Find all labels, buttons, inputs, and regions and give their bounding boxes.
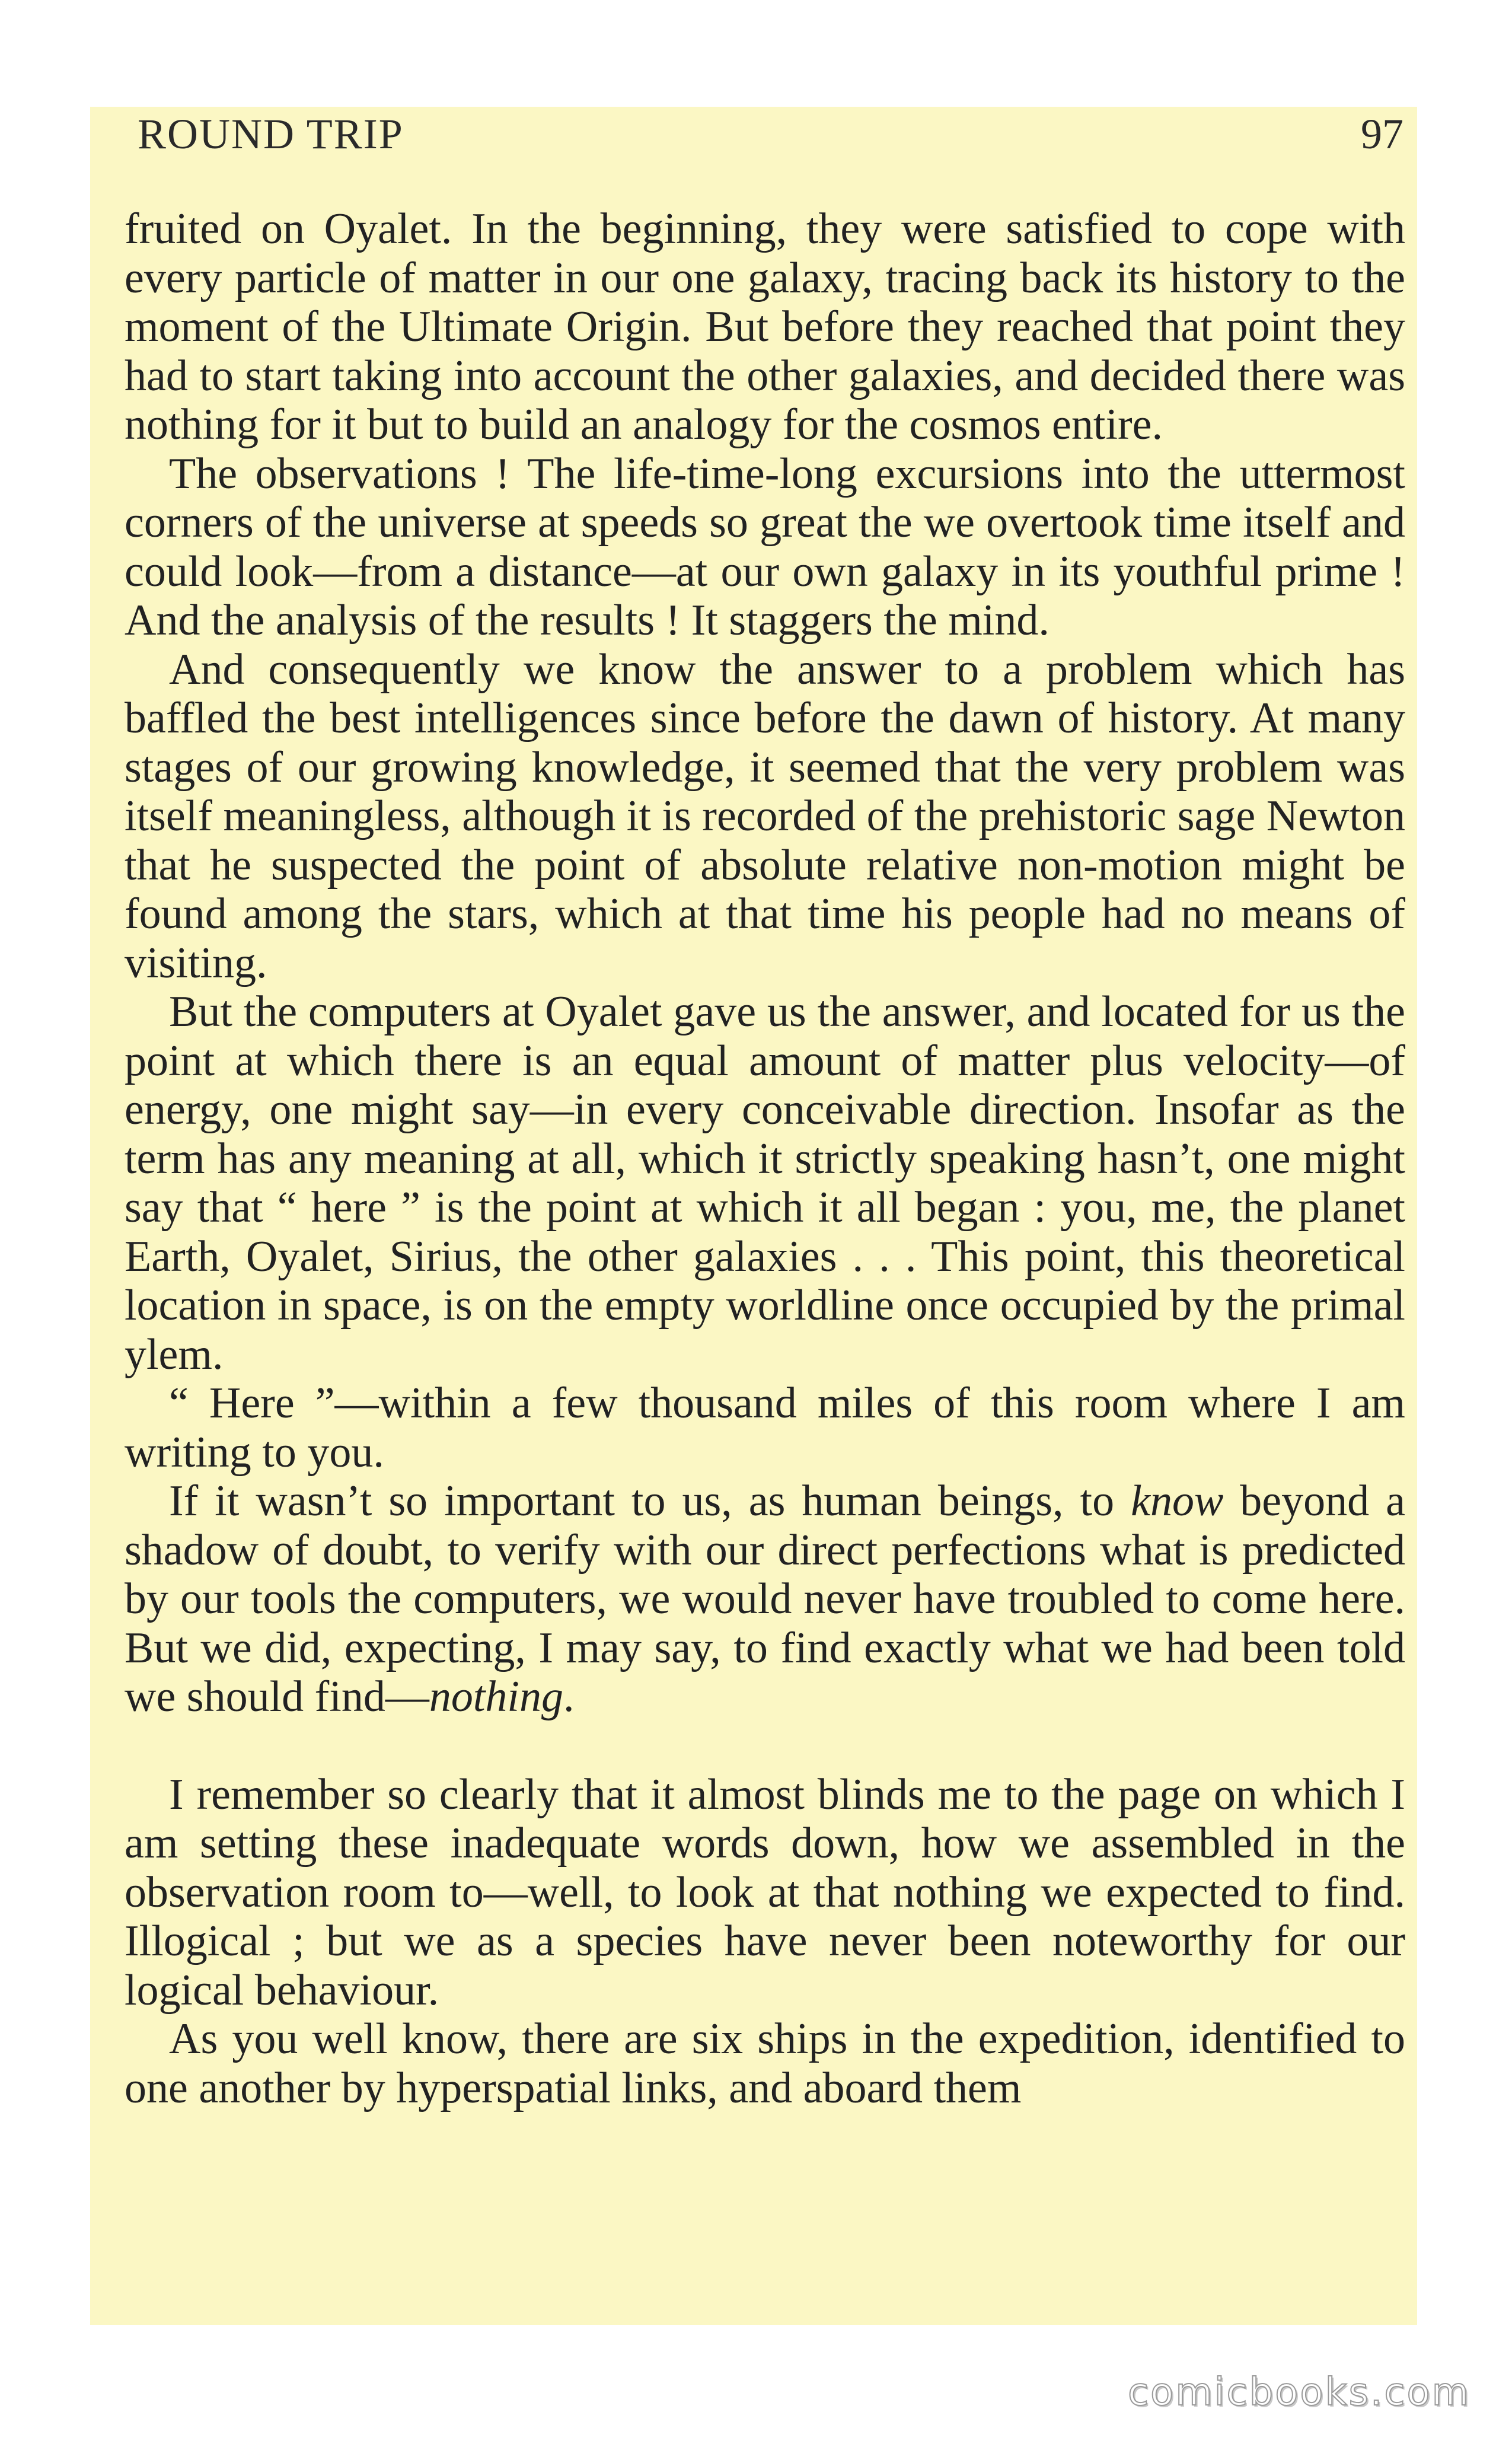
body-text (125, 205, 1405, 2113)
page-number: 97 (1361, 110, 1403, 158)
paragraph-3: And consequently we know the answer to a problem which has baffled the best intelligences since before the dawn of history. At many stages of our growing knowledge, it seemed that the very problem was itself meaningless, although it is recorded of the prehistoric sage Newton that he suspected the point of absolute relative non-motion might be found among the stars, which at that time his people had no means of visiting. (125, 645, 1405, 987)
paragraph-4: But the computers at Oyalet gave us the answer, and located for us the point at which there is an equal amount of matter plus velocity—of energy, one might say—in every conceivable direction. Insofar as the term has any meaning at all, which it strictly speaking hasn’t, one might say that “ here ” is the point at which it all began : you, me, the planet Earth, Oyalet, Sirius, the other galaxies . . . This point, this theoretical location in space, is on the empty worldline once occupied by the primal ylem. (125, 987, 1405, 1379)
paragraph-1: fruited on Oyalet. In the beginning, they were satisfied to cope with every particle of matter in our one galaxy, tracing back its history to the moment of the Ultimate Origin. But before they reached that point they had to start taking into account the other galaxies, and decided there was nothing for it but to build an analogy for the cosmos entire. (125, 205, 1405, 449)
running-head (138, 110, 1403, 163)
paragraph-8: As you well know, there are six ships in the expedition, identified to one another by hyperspatial links, and aboard them (125, 2015, 1405, 2113)
paragraph-7: I remember so clearly that it almost blinds me to the page on which I am setting these inadequate words down, how we assembled in the observation room to—well, to look at that nothing we expected to find. Illogical ; but we as a species have never been noteworthy for our logical behaviour. (125, 1770, 1405, 2015)
paragraph-5: “ Here ”—within a few thousand miles of this room where I am writing to you. (125, 1379, 1405, 1477)
emphasis-know: know (1131, 1477, 1224, 1525)
paragraph-6 (125, 1477, 1405, 1722)
running-title: ROUND TRIP (138, 110, 404, 158)
paragraph-6-part-3: . (563, 1672, 575, 1721)
paragraph-6-part-1: If it wasn’t so important to us, as human beings, to (169, 1477, 1131, 1525)
watermark: comicbooks.com (1127, 2370, 1470, 2414)
emphasis-nothing: nothing (429, 1672, 563, 1721)
paragraph-2: The observations ! The life-time-long excursions into the uttermost corners of the universe at speeds so great the we overtook time itself and could look—from a distance—at our own galaxy in its youthful prime ! And the analysis of the results ! It staggers the mind. (125, 449, 1405, 645)
paragraph-6-part-2: beyond a shadow of doubt, to verify with our direct perfections what is predicted by our tools the computers, we would never have troubled to come here. But we did, expecting, I may say, to find exactly what we had been told we should find— (125, 1477, 1405, 1721)
